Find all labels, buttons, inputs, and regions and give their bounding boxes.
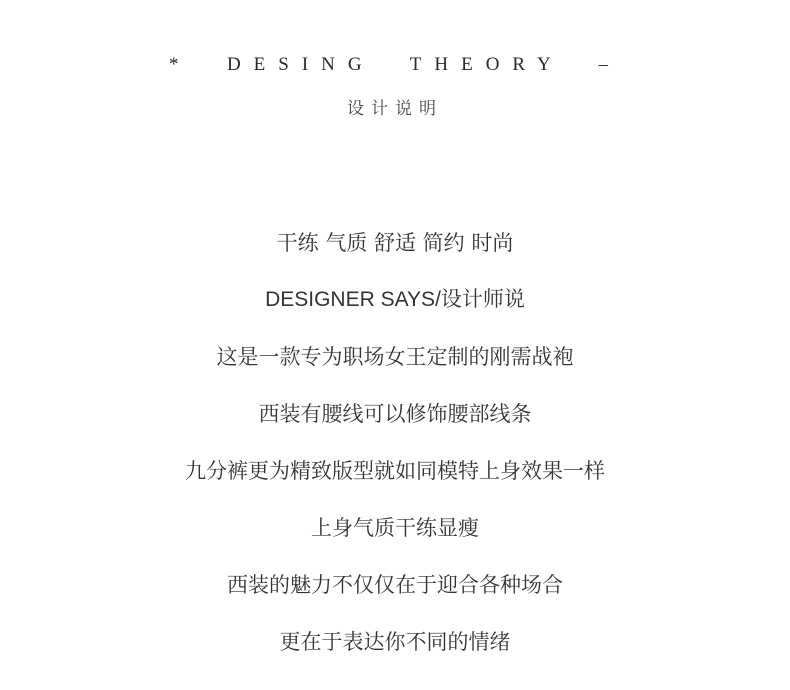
section-subtitle: 设计说明 bbox=[347, 99, 443, 119]
description-line-designer-says: DESIGNER SAYS/设计师说 bbox=[265, 288, 525, 311]
description-line-keywords: 干练 气质 舒适 简约 时尚 bbox=[276, 231, 514, 255]
description-line: 上身气质干练显瘦 bbox=[311, 516, 479, 540]
description-line: 更在于表达你不同的情绪 bbox=[279, 630, 511, 654]
description-line: 九分裤更为精致版型就如同模特上身效果一样 bbox=[185, 459, 605, 483]
description-line: 这是一款专为职场女王定制的刚需战袍 bbox=[216, 345, 574, 369]
section-title: * DESING THEORY – bbox=[168, 54, 622, 75]
description-list bbox=[0, 228, 790, 684]
description-line: 西装有腰线可以修饰腰部线条 bbox=[258, 402, 532, 426]
description-line: 西装的魅力不仅仅在于迎合各种场合 bbox=[227, 573, 563, 597]
